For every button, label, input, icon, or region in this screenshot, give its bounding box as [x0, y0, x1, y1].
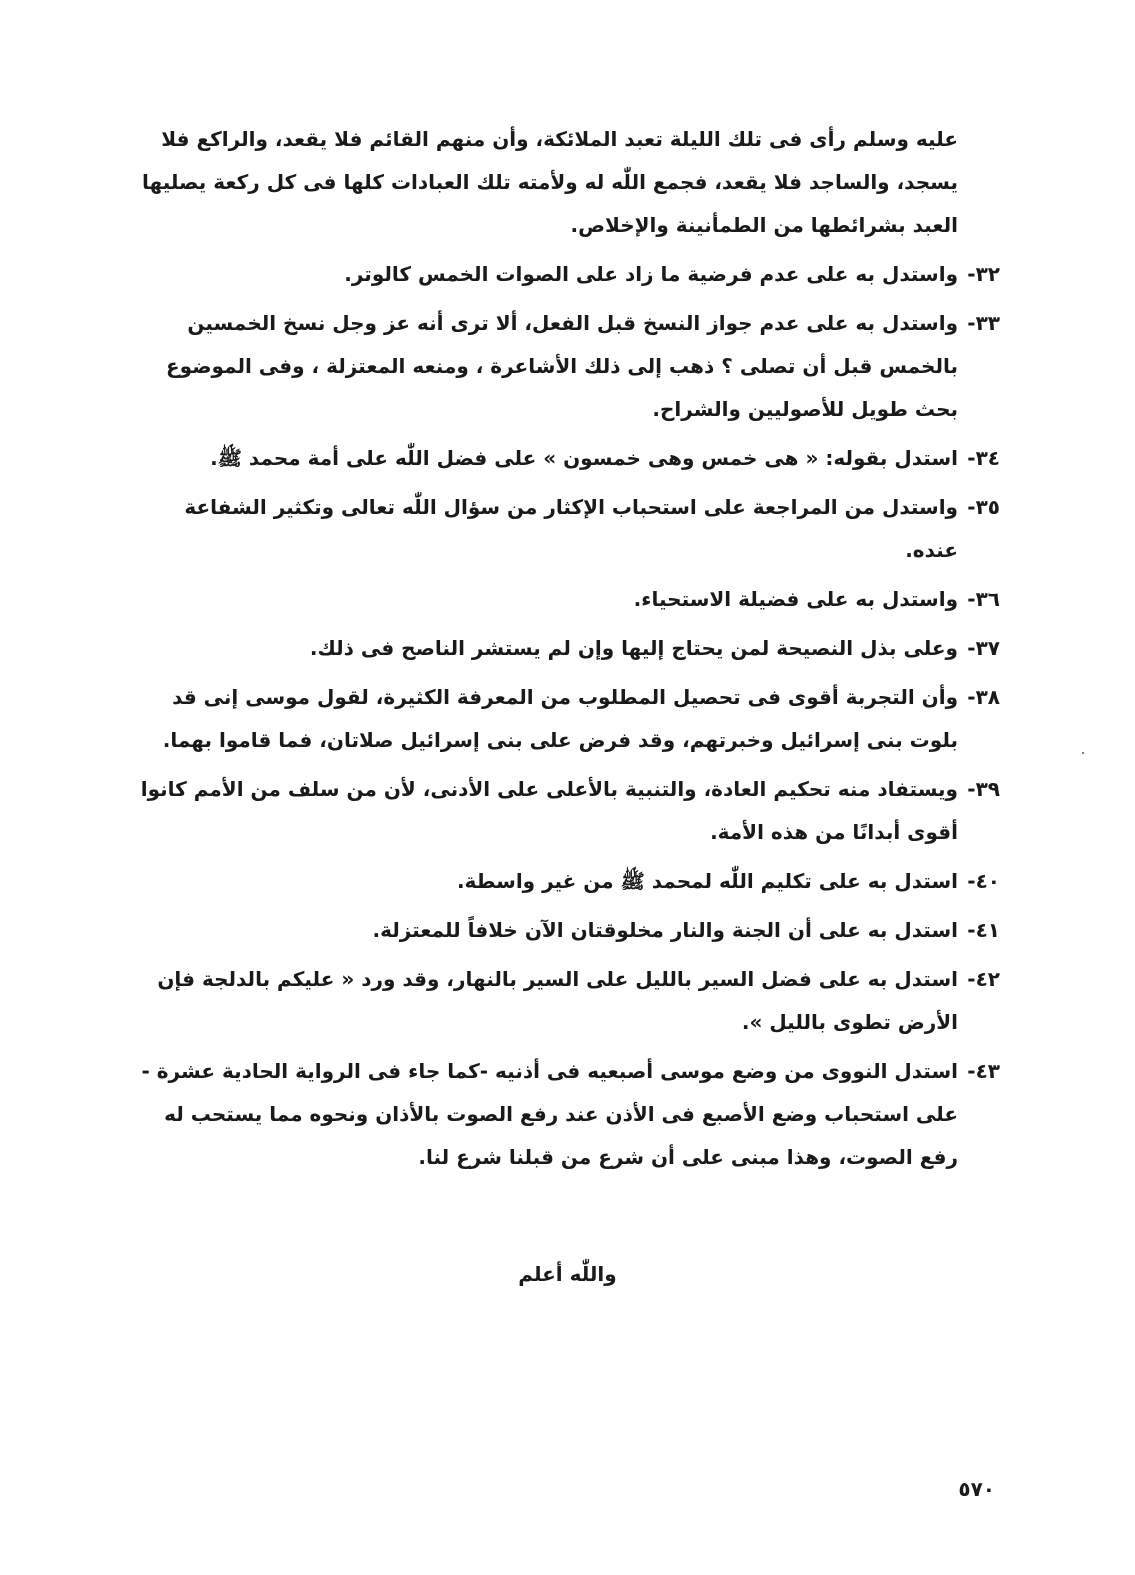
item-text: استدل به على تكليم اللّٰه لمحمد ﷺ من غير واسطة. — [456, 869, 958, 893]
list-item — [138, 676, 1000, 762]
item-number: ٤٣- — [967, 1059, 1000, 1083]
item-text: استدل به على أن الجنة والنار مخلوقتان الآن خلافاً للمعتزلة. — [372, 918, 958, 942]
item-text: واستدل به على فضيلة الاستحياء. — [633, 587, 958, 611]
list-item — [138, 486, 1000, 572]
continued-paragraph: عليه وسلم رأى فى تلك الليلة تعبد الملائكة، وأن منهم القائم فلا يقعد، والراكع فلا يسجد، والساجد فلا يقعد، فجمع اللّٰه له ولأمته تلك العبادات كلها فى كل ركعة يصليها العبد بشرائطها من الطمأنينة والإخلاص. — [141, 127, 958, 237]
page-number: ٥٧٠ — [958, 1477, 995, 1501]
item-number: ٣٤- — [967, 446, 1000, 470]
item-text: ويستفاد منه تحكيم العادة، والتنبية بالأعلى على الأدنى، لأن من سلف من الأمم كانوا أقوى أبدانًا من هذه الأمة. — [140, 777, 958, 844]
item-number: ٣٧- — [967, 636, 1000, 660]
list-item — [138, 627, 1000, 670]
list-item — [138, 860, 1000, 903]
item-number: ٤٢- — [967, 967, 1000, 991]
closing-phrase: واللّٰه أعلم — [518, 1262, 617, 1286]
list-item — [138, 302, 1000, 431]
list-item — [138, 768, 1000, 854]
list-item — [138, 437, 1000, 480]
item-text: واستدل به على عدم فرضية ما زاد على الصوات الخمس كالوتر. — [344, 262, 958, 286]
main-text — [138, 118, 1000, 1185]
item-text: وعلى بذل النصيحة لمن يحتاج إليها وإن لم يستشر الناصح فى ذلك. — [309, 636, 958, 660]
item-text: واستدل به على عدم جواز النسخ قبل الفعل، ألا ترى أنه عز وجل نسخ الخمسين بالخمس قبل أن تصلى ؟ ذهب إلى ذلك الأشاعرة ، ومنعه المعتزلة ، وفى الموضوع بحث طويل للأصوليين والشراح. — [166, 311, 958, 421]
list-item — [138, 958, 1000, 1044]
item-number: ٣٦- — [967, 587, 1000, 611]
item-number: ٤٠- — [967, 869, 1000, 893]
item-text: واستدل من المراجعة على استحباب الإكثار من سؤال اللّٰه تعالى وتكثير الشفاعة عنده. — [184, 495, 958, 562]
item-number: ٣٣- — [967, 311, 1000, 335]
item-text: استدل بقوله: « هى خمس وهى خمسون » على فضل اللّٰه على أمة محمد ﷺ. — [210, 446, 958, 470]
item-text: وأن التجربة أقوى فى تحصيل المطلوب من المعرفة الكثيرة، لقول موسى إنى قد بلوت بنى إسرائيل وخبرتهم، وقد فرض على بنى إسرائيل صلاتان، فما قاموا بهما. — [162, 685, 958, 752]
item-number: ٣٩- — [967, 777, 1000, 801]
list-item — [138, 1050, 1000, 1179]
list-item — [138, 253, 1000, 296]
item-number: ٣٨- — [967, 685, 1000, 709]
item-text: استدل النووى من وضع موسى أصبعيه فى أذنيه -كما جاء فى الرواية الحادية عشرة - على استحباب وضع الأصبع فى الأذن عند رفع الصوت بالأذان ونحوه مما يستحب له رفع الصوت، وهذا مبنى على أن شرع من قبلنا شرع لنا. — [141, 1059, 958, 1169]
list-item — [138, 578, 1000, 621]
scan-speck — [1082, 752, 1084, 754]
item-number: ٤١- — [967, 918, 1000, 942]
item-number: ٣٥- — [967, 495, 1000, 519]
list-item — [138, 909, 1000, 952]
item-number: ٣٢- — [967, 262, 1000, 286]
item-text: استدل به على فضل السير بالليل على السير بالنهار، وقد ورد « عليكم بالدلجة فإن الأرض تطوى بالليل ». — [157, 967, 958, 1034]
